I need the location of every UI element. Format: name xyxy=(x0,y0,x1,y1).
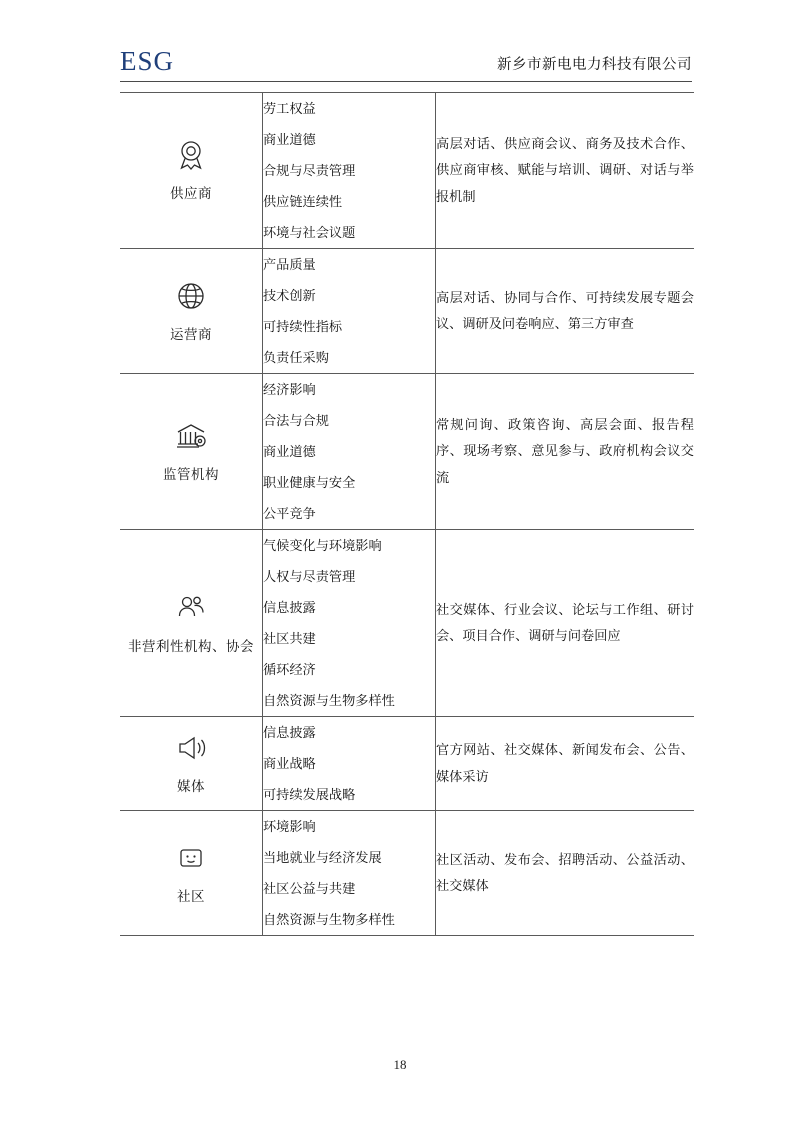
stakeholder-cell xyxy=(120,374,263,530)
stakeholder-cell xyxy=(120,811,263,936)
stakeholder-label: 非营利性机构、协会 xyxy=(128,638,254,654)
topic-item: 公平竞争 xyxy=(263,506,316,522)
government-building-icon xyxy=(174,419,208,453)
topic-item: 自然资源与生物多样性 xyxy=(263,693,395,709)
stakeholder-cell xyxy=(120,93,263,249)
megaphone-icon xyxy=(174,731,208,765)
topic-item: 商业战略 xyxy=(263,756,316,772)
channels-cell: 社交媒体、行业会议、论坛与工作组、研讨会、项目合作、调研与问卷回应 xyxy=(436,530,695,717)
award-badge-icon xyxy=(174,138,208,172)
topic-item: 供应链连续性 xyxy=(263,194,343,210)
topics-cell xyxy=(263,717,436,811)
stakeholder-cell xyxy=(120,249,263,374)
channels-cell: 官方网站、社交媒体、新闻发布会、公告、媒体采访 xyxy=(436,717,695,811)
stakeholder-label: 监管机构 xyxy=(163,467,219,483)
topic-item: 负责任采购 xyxy=(263,350,329,366)
channels-cell: 常规问询、政策咨询、高层会面、报告程序、现场考察、意见参与、政府机构会议交流 xyxy=(436,374,695,530)
people-group-icon xyxy=(174,591,208,625)
topics-cell xyxy=(263,93,436,249)
topic-item: 技术创新 xyxy=(263,288,316,304)
stakeholder-label: 社区 xyxy=(177,888,205,904)
table-row xyxy=(120,93,694,249)
topic-item: 环境与社会议题 xyxy=(263,225,356,241)
topic-item: 合规与尽责管理 xyxy=(263,163,356,179)
table-row xyxy=(120,374,694,530)
table-row xyxy=(120,249,694,374)
table-row xyxy=(120,717,694,811)
topic-item: 人权与尽责管理 xyxy=(263,569,356,585)
globe-icon xyxy=(174,279,208,313)
topic-item: 商业道德 xyxy=(263,444,316,460)
topic-item: 信息披露 xyxy=(263,600,316,616)
company-name: 新乡市新电电力科技有限公司 xyxy=(497,57,692,73)
topics-cell xyxy=(263,530,436,717)
topic-item: 合法与合规 xyxy=(263,413,329,429)
topic-item: 自然资源与生物多样性 xyxy=(263,912,395,928)
stakeholder-cell xyxy=(120,717,263,811)
stakeholder-label: 供应商 xyxy=(170,186,212,202)
topics-cell xyxy=(263,811,436,936)
esg-logo: ESG xyxy=(120,46,175,76)
stakeholder-cell xyxy=(120,530,263,717)
topic-item: 当地就业与经济发展 xyxy=(263,850,382,866)
topics-cell xyxy=(263,374,436,530)
topic-item: 职业健康与安全 xyxy=(263,475,356,491)
channels-cell: 社区活动、发布会、招聘活动、公益活动、社交媒体 xyxy=(436,811,695,936)
topic-item: 社区共建 xyxy=(263,631,316,647)
topic-item: 信息披露 xyxy=(263,725,316,741)
topic-item: 经济影响 xyxy=(263,382,316,398)
topic-item: 可持续发展战略 xyxy=(263,787,356,803)
topic-item: 环境影响 xyxy=(263,819,316,835)
topic-item: 产品质量 xyxy=(263,257,316,273)
topic-item: 气候变化与环境影响 xyxy=(263,538,382,554)
channels-cell: 高层对话、协同与合作、可持续发展专题会议、调研及问卷响应、第三方审查 xyxy=(436,249,695,374)
topic-item: 劳工权益 xyxy=(263,101,316,116)
topic-item: 可持续性指标 xyxy=(263,319,343,335)
stakeholder-label: 媒体 xyxy=(177,779,205,795)
page-number: 18 xyxy=(393,1057,407,1072)
stakeholder-engagement-table xyxy=(120,92,694,936)
topic-item: 商业道德 xyxy=(263,132,316,148)
table-row xyxy=(120,811,694,936)
page-header xyxy=(120,48,692,82)
table-row xyxy=(120,530,694,717)
channels-cell: 高层对话、供应商会议、商务及技术合作、供应商审核、赋能与培训、调研、对话与举报机制 xyxy=(436,93,695,249)
stakeholder-label: 运营商 xyxy=(170,326,212,342)
topic-item: 循环经济 xyxy=(263,662,316,678)
topic-item: 社区公益与共建 xyxy=(263,881,356,897)
topics-cell xyxy=(263,249,436,374)
community-house-icon xyxy=(174,841,208,875)
